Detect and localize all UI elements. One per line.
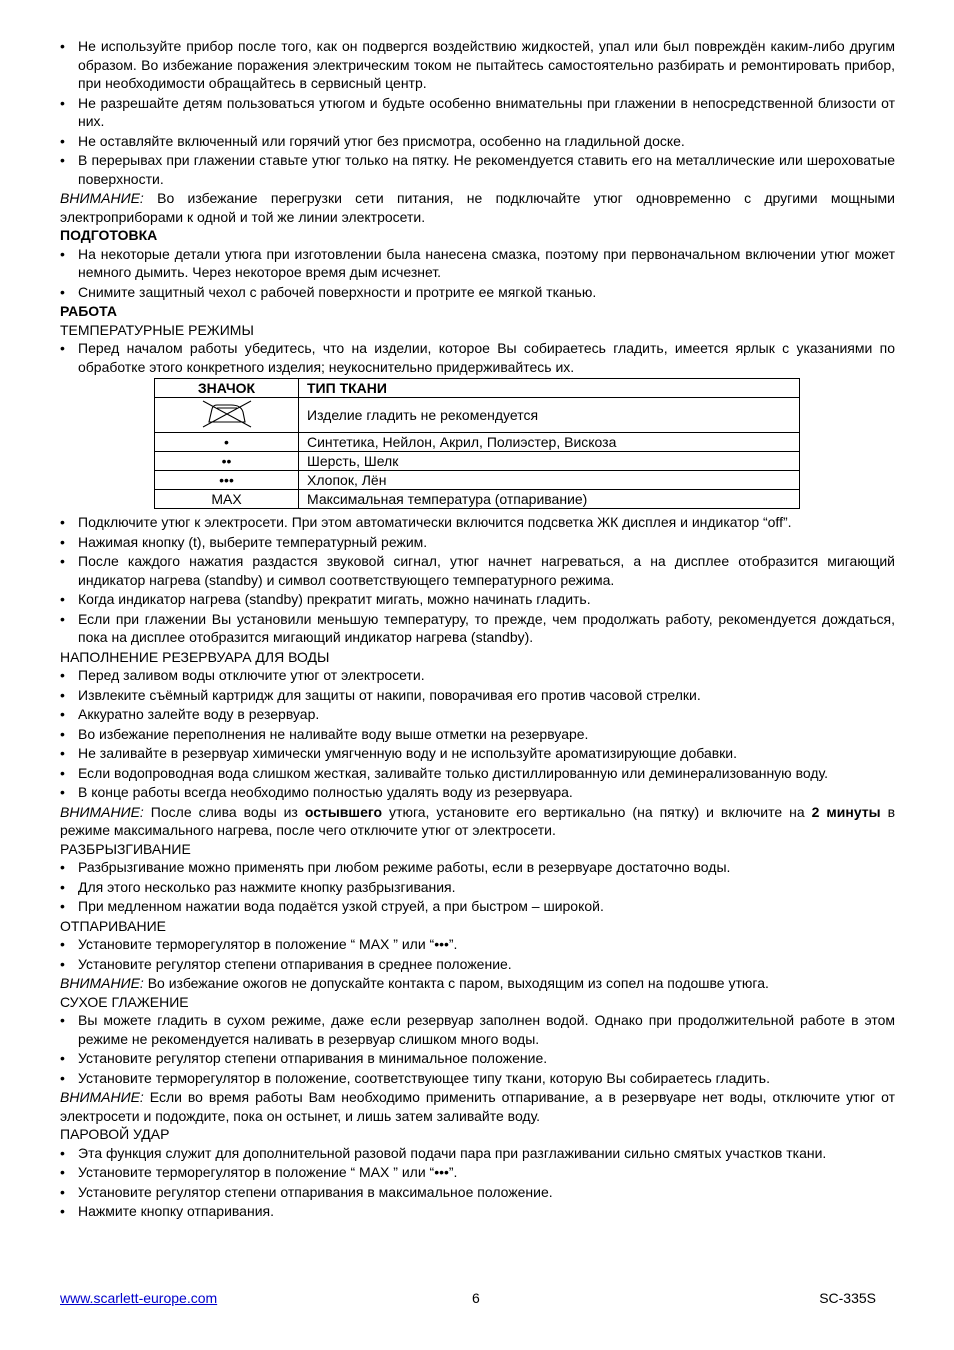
list-item: • Перед заливом воды отключите утюг от электросети. [60,666,895,685]
warning-note [60,803,895,840]
work-intro-list [60,339,895,376]
subsection-heading: СУХОЕ ГЛАЖЕНИЕ [60,993,189,1010]
warning-label: ВНИМАНИЕ: [60,803,144,820]
table-cell: MAX [155,490,299,509]
table-row [155,398,800,433]
warning-text: Во избежание ожогов не допускайте контакта с паром, выходящим из сопел на подошве утюга. [143,975,769,991]
spray-list [60,858,895,916]
model-number: SC-335S [819,1290,876,1306]
list-item: • Установите регулятор степени отпаривания в максимальное положение. [60,1183,895,1202]
list-item: • Эта функция служит для дополнительной разовой подачи пара при разглаживании сильно смятых участков ткани. [60,1144,895,1163]
dry-list [60,1011,895,1087]
warning-text: утюга, установите его вертикально (на пятку) и включите на [382,803,812,820]
warning-text: Во избежание перегрузки сети питания, не подключайте утюг одновременно с другими мощными электроприборами к одной и той же линии электросети. [60,190,895,225]
table-header: ТИП ТКАНИ [299,379,800,398]
list-item: • В перерывах при глажении ставьте утюг только на пятку. Не рекомендуется ставить его на металлические или шероховатые поверхности. [60,151,895,188]
list-item: • Во избежание переполнения не наливайте воду выше отметки на резервуаре. [60,725,895,744]
warning-note [60,189,895,226]
list-item: • Установите терморегулятор в положение “ MAX ” или “•••”. [60,1163,895,1182]
warning-label: ВНИМАНИЕ: [60,975,144,991]
subsection-heading: ОТПАРИВАНИЕ [60,917,166,934]
list-item: • На некоторые детали утюга при изготовлении была нанесена смазка, поэтому при первоначальном включении утюг может немного дымить. Через некоторое время дым исчезнет. [60,245,895,282]
list-item: • Для этого несколько раз нажмите кнопку разбрызгивания. [60,878,895,897]
list-item: • Если при глажении Вы установили меньшую температуру, то прежде, чем продолжать работу, рекомендуется дождаться, пока на дисплее отобразится мигающий индикатор нагрева (standby). [60,610,895,647]
list-item: • Разбрызгивание можно применять при любом режиме работы, если в резервуаре достаточно воды. [60,858,895,877]
page-number: 6 [472,1290,480,1306]
warning-emphasis: 2 минуты [811,803,881,820]
operation-list [60,513,895,647]
website-link[interactable]: www.scarlett-europe.com [60,1290,218,1306]
warning-label: ВНИМАНИЕ: [60,190,144,206]
warning-text: Если во время работы Вам необходимо применить отпаривание, а в резервуаре нет воды, отключите утюг от электросети и подождите, пока он остынет, и лишь затем заливайте воду. [60,1089,895,1124]
list-item: • Когда индикатор нагрева (standby) прекратит мигать, можно начинать гладить. [60,590,895,609]
subsection-heading: РАЗБРЫЗГИВАНИЕ [60,840,191,857]
list-item: • Подключите утюг к электросети. При этом автоматически включится подсветка ЖК дисплея и индикатор “off”. [60,513,895,532]
list-item: • При медленном нажатии вода подаётся узкой струей, а при быстром – широкой. [60,897,895,916]
list-item: • Установите регулятор степени отпаривания в минимальное положение. [60,1049,895,1068]
list-item: • Аккуратно залейте воду в резервуар. [60,705,895,724]
table-header-row [155,379,800,398]
list-item: • Если водопроводная вода слишком жесткая, заливайте только дистиллированную или деминерализованную воду. [60,764,895,783]
warning-note [60,1088,895,1125]
list-item: • Не используйте прибор после того, как он подвергся воздействию жидкостей, упал или был повреждён каким-либо другим образом. Во избежание поражения электрическим током не пытайтесь самостоятельно разбирать и ремонтировать прибор, при необходимости обращайтесь в сервисный центр. [60,37,895,93]
subsection-heading: ПАРОВОЙ УДАР [60,1126,170,1142]
fabric-table [154,378,800,509]
table-cell [155,398,299,433]
list-item: • Установите терморегулятор в положение, соответствующее типу ткани, которую Вы собираетесь гладить. [60,1069,895,1088]
fill-list [60,666,895,802]
list-item: • Вы можете гладить в сухом режиме, даже если резервуар заполнен водой. Однако при продолжительной работе в этом режиме не рекомендуется наливать в резервуар слишком много воды. [60,1011,895,1048]
section-heading: РАБОТА [60,303,117,319]
warning-emphasis: остывшего [304,803,383,820]
list-item: • После каждого нажатия раздастся звуковой сигнал, утюг начнет нагреваться, а на дисплее отобразится мигающий индикатор нагрева (standby) и символ соответствующего температурного режима. [60,552,895,589]
table-cell: Шерсть, Шелк [299,452,800,471]
list-item: • Снимите защитный чехол с рабочей поверхности и протрите ее мягкой тканью. [60,283,895,302]
safety-list [60,37,895,188]
table-cell: Хлопок, Лён [299,471,800,490]
list-item: • Не оставляйте включенный или горячий утюг без присмотра, особенно на гладильной доске. [60,132,895,151]
prep-list [60,245,895,302]
warning-text: После слива воды из [143,803,305,820]
list-item: • В конце работы всегда необходимо полностью удалять воду из резервуара. [60,783,895,802]
list-item: • Установите терморегулятор в положение “ MAX ” или “•••”. [60,935,895,954]
table-cell: Изделие гладить не рекомендуется [299,398,800,433]
list-item: • Извлеките съёмный картридж для защиты от накипи, поворачивая его против часовой стрелки. [60,686,895,705]
list-item: • Нажимая кнопку (t), выберите температурный режим. [60,533,895,552]
warning-label: ВНИМАНИЕ: [60,1089,144,1105]
table-cell: • [155,433,299,452]
subsection-heading: НАПОЛНЕНИЕ РЕЗЕРВУАРА ДЛЯ ВОДЫ [60,648,330,665]
table-row [155,433,800,452]
table-row [155,452,800,471]
subsection-heading: ТЕМПЕРАТУРНЫЕ РЕЖИМЫ [60,321,254,338]
table-row [155,471,800,490]
list-item: • Нажмите кнопку отпаривания. [60,1202,895,1221]
list-item: • Не разрешайте детям пользоваться утюгом и будьте особенно внимательны при глажении в непосредственной близости от них. [60,94,895,131]
no-iron-icon [197,398,257,428]
table-header: ЗНАЧОК [155,379,299,398]
table-cell: •• [155,452,299,471]
section-heading: ПОДГОТОВКА [60,227,158,243]
list-item: • Установите регулятор степени отпаривания в среднее положение. [60,955,895,974]
warning-note [60,974,895,993]
table-cell: Максимальная температура (отпаривание) [299,490,800,509]
table-row [155,490,800,509]
table-cell: ••• [155,471,299,490]
list-item: • Перед началом работы убедитесь, что на изделии, которое Вы собираетесь гладить, имеется ярлык с указаниями по обработке этого конкретного изделия; неукоснительно придерживайтесь их. [60,339,895,376]
table-cell: Синтетика, Нейлон, Акрил, Полиэстер, Вискоза [299,433,800,452]
warning-text: в режиме максимального нагрева, после чего отключите утюг от электросети. [60,803,896,838]
page-content [60,37,895,1222]
list-item: • Не заливайте в резервуар химически умягченную воду и не используйте ароматизирующие добавки. [60,744,895,763]
burst-list [60,1144,895,1221]
steam-list [60,935,895,973]
